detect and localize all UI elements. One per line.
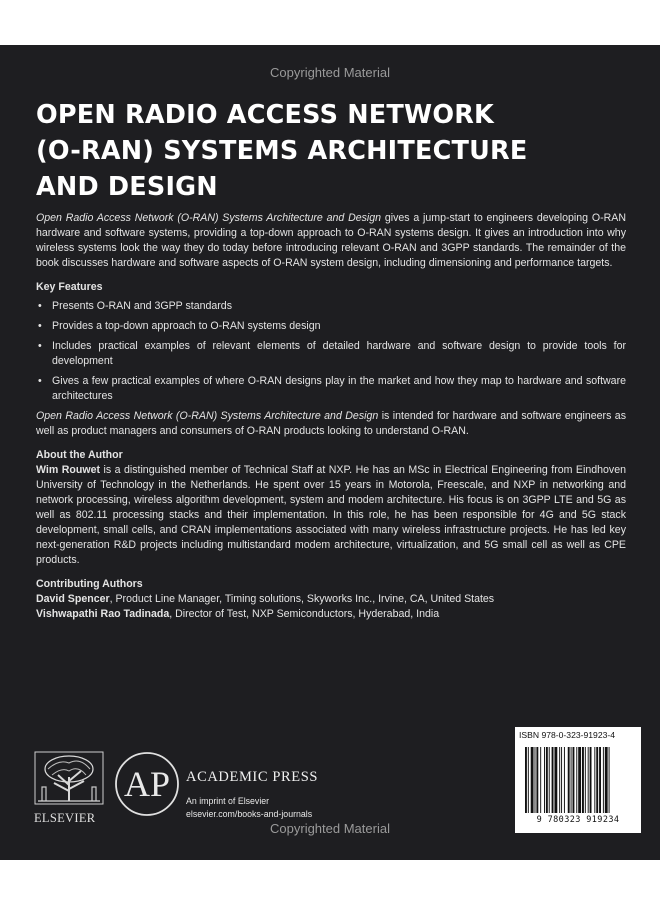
title-line: AND DESIGN — [36, 172, 218, 202]
contributor-detail: , Product Line Manager, Timing solutions, Skyworks Inc., Irvine, CA, United States — [109, 593, 495, 605]
elsevier-wordmark: ELSEVIER — [34, 811, 96, 825]
contributor-name: Vishwapathi Rao Tadinada — [36, 608, 170, 620]
publisher-name: ACADEMIC PRESS — [186, 769, 319, 785]
contributor-detail: , Director of Test, NXP Semiconductors, Hyderabad, India — [169, 608, 440, 620]
audience-book-title: Open Radio Access Network (O-RAN) Systems Architecture and Design — [36, 410, 379, 422]
audience-statement — [36, 409, 626, 439]
contributor-name: David Spencer — [36, 593, 110, 605]
feature-item: • Includes practical examples of relevant elements of detailed hardware and software design to provide tools for development — [36, 339, 626, 369]
ap-monogram: AP — [123, 764, 171, 804]
contributing-authors-heading: Contributing Authors — [36, 578, 143, 590]
publisher-url: elsevier.com/books-and-journals — [186, 809, 313, 819]
feature-item: • Provides a top-down approach to O-RAN systems design — [36, 319, 626, 334]
author-name: Wim Rouwet — [36, 464, 100, 476]
feature-item: • Presents O-RAN and 3GPP standards — [36, 299, 626, 314]
barcode-digits: 9 780323 919234 — [536, 815, 620, 825]
elsevier-tree-icon — [34, 751, 104, 805]
cover-text — [36, 211, 626, 622]
isbn-barcode-box — [515, 727, 641, 833]
watermark-bottom: Copyrighted Material — [270, 821, 390, 836]
author-bio — [36, 463, 626, 568]
contributing-author — [36, 607, 626, 622]
publisher-imprint: An imprint of Elsevier — [186, 796, 270, 806]
academic-press-ap-icon — [114, 745, 180, 823]
description-text: gives a jump-start to engineers developing O-RAN hardware and software systems, providing a top-down approach to O-RAN systems design. It gives an introduction into why wireless systems look the way they do today before introducing relevant O-RAN and 3GPP standards. The remainder of the book discusses hardware and software aspects of O-RAN system design, including dimensioning and performance targets. — [36, 212, 626, 269]
watermark-top: Copyrighted Material — [270, 65, 390, 80]
isbn-number: ISBN 978-0-323-91923-4 — [519, 730, 616, 740]
title-line: OPEN RADIO ACCESS NETWORK — [36, 100, 494, 130]
barcode-icon — [525, 747, 631, 813]
feature-item: • Gives a few practical examples of where O-RAN designs play in the market and how they map to hardware and software architectures — [36, 374, 626, 404]
publisher-block — [186, 769, 318, 819]
about-author-heading: About the Author — [36, 449, 123, 461]
key-features-list — [36, 299, 626, 404]
key-features-heading: Key Features — [36, 281, 103, 293]
book-back-cover — [0, 45, 660, 860]
academic-press-logo — [114, 745, 180, 828]
audience-text: is intended for hardware and software engineers as well as product managers and consumers of O-RAN products looking to understand O-RAN. — [36, 410, 626, 437]
author-bio-text: is a distinguished member of Technical Staff at NXP. He has an MSc in Electrical Engineering from Eindhoven University of Technology in the Netherlands. He spent over 15 years in Motorola, Freescale, and NXP in networking and network processing, wireless algorithm development, system and modem architecture. His focus is on 3GPP LTE and 5G as well as 802.11 processing stacks and their implementation. In this role, he has been responsible for 4G and 5G stack development, small cells, and CRAN implementations associated with many wireless infrastructure projects. He has led key next-generation R&D projects including multistandard modem architecture, virtualization, and 5G small cell as well as CPE products. — [36, 464, 626, 566]
elsevier-logo — [34, 751, 106, 826]
title-line: (O-RAN) SYSTEMS ARCHITECTURE — [36, 136, 528, 166]
contributing-author — [36, 592, 626, 607]
book-description — [36, 211, 626, 271]
description-book-title: Open Radio Access Network (O-RAN) Systems Architecture and Design — [36, 212, 382, 224]
book-title — [36, 97, 636, 205]
